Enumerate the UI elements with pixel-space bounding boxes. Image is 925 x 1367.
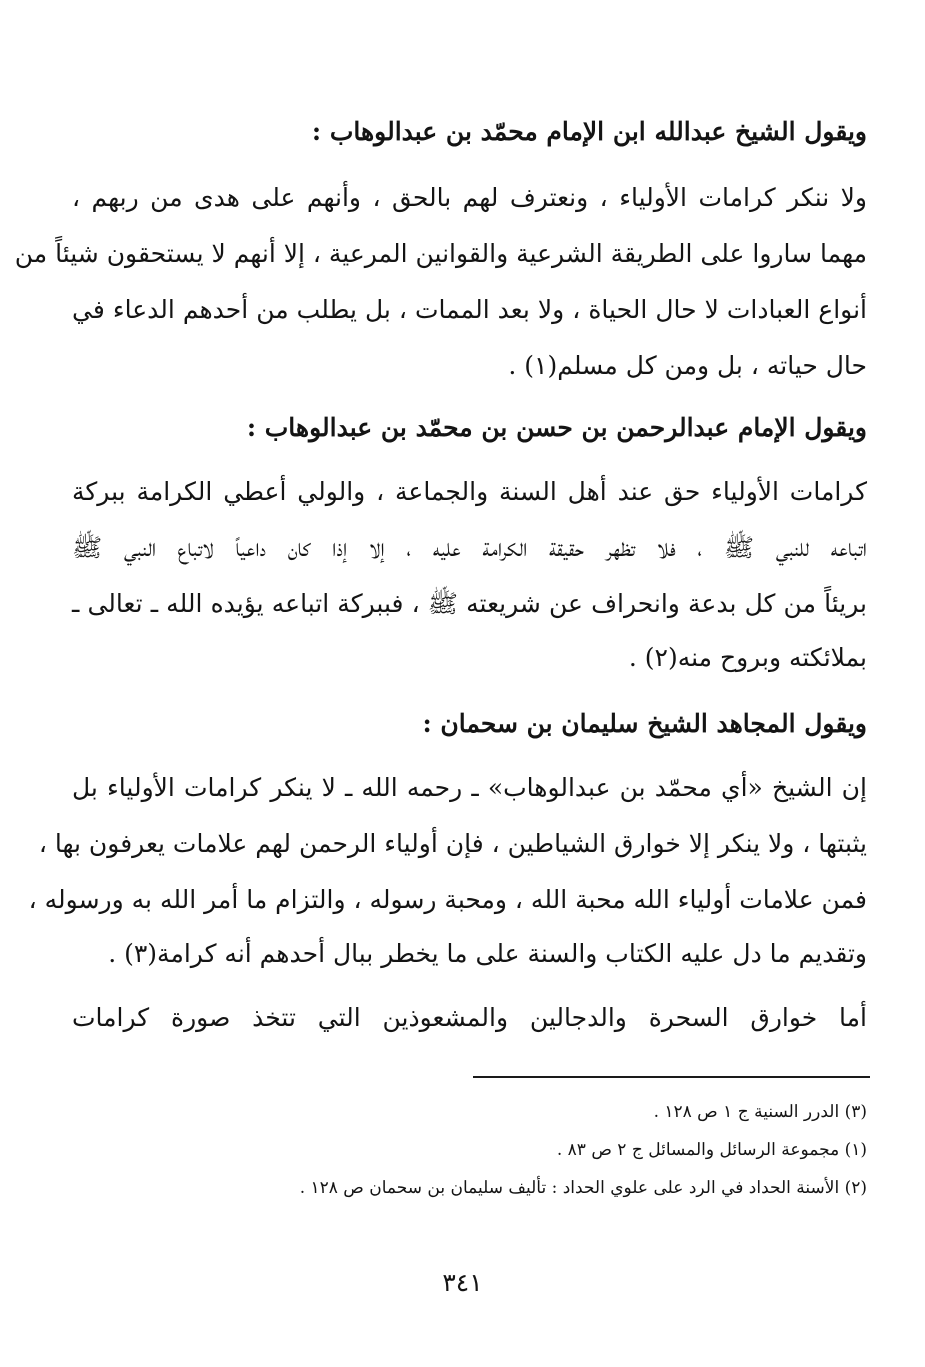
footnote: (٣) الدرر السنية ج ١ ص ١٢٨ . — [653, 1102, 867, 1122]
section-heading: ويقول الشيخ عبدالله ابن الإمام محمّد بن عبدالوهاب : — [311, 117, 867, 146]
body-line: يثبتها ، ولا ينكر إلا خوارق الشياطين ، فإن أولياء الرحمن لهم علامات يعرفون بها ، — [38, 829, 867, 858]
body-line: مهما ساروا على الطريقة الشرعية والقوانين المرعية ، إلا أنهم لا يستحقون شيئاً من — [14, 239, 867, 268]
body-line: كرامات الأولياء حق عند أهل السنة والجماعة ، والولي أعطي الكرامة ببركة — [72, 477, 867, 506]
body-line: حال حياته ، بل ومن كل مسلم(١) . — [508, 351, 867, 380]
section-heading: ويقول الإمام عبدالرحمن بن حسن بن محمّد بن عبدالوهاب : — [246, 413, 867, 442]
footnote: (٢) الأسنة الحداد في الرد على علوي الحداد : تأليف سليمان بن سحمان ص ١٢٨ . — [299, 1178, 867, 1198]
body-line: اتباعه للنبي ﷺ ، فلا تظهر حقيقة الكرامة عليه ، إلا إذا كان داعياً لاتباع النبي ﷺ — [72, 533, 867, 562]
section-heading: ويقول المجاهد الشيخ سليمان بن سحمان : — [422, 709, 867, 738]
body-line: بريئاً من كل بدعة وانحراف عن شريعته ﷺ ، فببركة اتباعه يؤيده الله ـ تعالى ـ — [72, 589, 867, 618]
body-line: إن الشيخ «أي محمّد بن عبدالوهاب» ـ رحمه الله ـ لا ينكر كرامات الأولياء بل — [72, 773, 867, 802]
body-line: فمن علامات أولياء الله محبة الله ، ومحبة رسوله ، والتزام ما أمر الله به ورسوله ، — [28, 885, 867, 914]
footnote-separator — [473, 1076, 870, 1078]
body-line: أنواع العبادات لا حال الحياة ، ولا بعد الممات ، بل يطلب من أحدهم الدعاء في — [72, 295, 867, 324]
footnote: (١) مجموعة الرسائل والمسائل ج ٢ ص ٨٣ . — [556, 1140, 867, 1160]
body-line: أما خوارق السحرة والدجالين والمشعوذين التي تتخذ صورة كرامات — [72, 1003, 867, 1032]
body-line: بملائكته وبروح منه(٢) . — [628, 643, 867, 672]
body-line: ولا ننكر كرامات الأولياء ، ونعترف لهم بالحق ، وأنهم على هدى من ربهم ، — [72, 183, 867, 212]
body-line: وتقديم ما دل عليه الكتاب والسنة على ما يخطر ببال أحدهم أنه كرامة(٣) . — [108, 939, 867, 968]
page-number: ٣٤١ — [442, 1268, 483, 1297]
